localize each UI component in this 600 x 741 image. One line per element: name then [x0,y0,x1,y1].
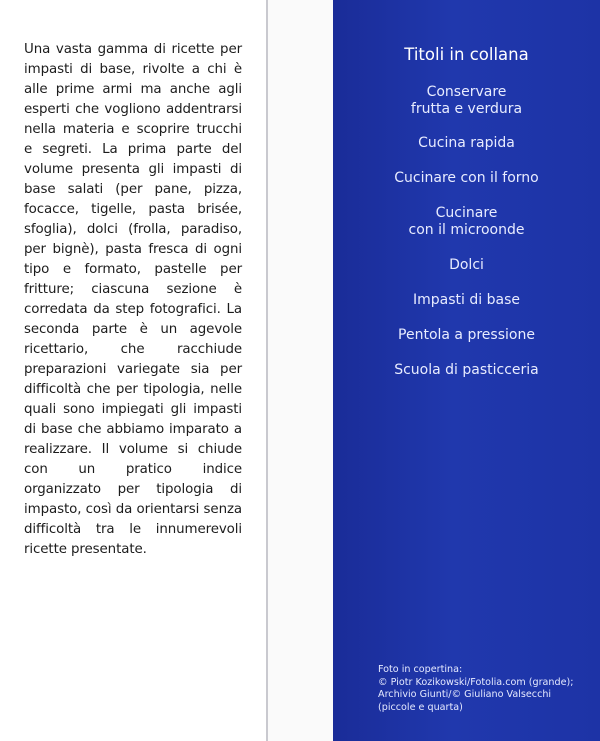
series-item-cucina-rapida: Cucina rapida [418,135,515,151]
credits-line: Archivio Giunti/© Giuliano Valsecchi [378,689,552,701]
series-item-dolci: Dolci [449,257,484,273]
book-blurb: Una vasta gamma di ricette per impasti di base, rivolte a chi è alle prime armi ma anche agli esperti che vogliono addentrarsi nella materia e scoprire trucchi e segreti. La prima parte del volume presenta gli impasti di base salati (per pane, pizza, focacce, tigelle, pasta brisée, sfoglia), dolci (frolla, paradiso, per bignè), pasta fresca di ogni tipo e formato, pastelle per fritture; ciascuna sezione è corredata da step fotografici. La seconda parte è un agevole ricettario, che racchiude preparazioni variegate sia per difficoltà che per tipologia, nelle quali sono impiegati gli impasti di base che abbiamo imparato a realizzare. Il volume si chiude con un pratico indice organizzato per tipologia di impasto, così da orientarsi senza difficoltà tra le innumerevoli ricette presentate. [24,42,242,557]
credits-line: Foto in copertina: [378,664,463,675]
series-item-impasti-di-base: Impasti di base [413,292,520,308]
series-title: Titoli in collana [404,45,529,64]
series-list [333,84,600,397]
blue-cover-panel [333,0,600,741]
series-item-pentola-pressione: Pentola a pressione [398,327,535,343]
cover-margin-strip [268,0,333,741]
credits-line: (piccole e quarta) [378,701,463,713]
series-item-cucinare-microonde: Cucinare con il microonde [408,205,525,238]
credits-line: © Piotr Kozikowski/Fotolia.com (grande); [378,676,574,688]
series-item-scuola-pasticceria: Scuola di pasticceria [394,362,539,378]
series-item-conservare: Conservare frutta e verdura [410,84,523,117]
series-item-cucinare-forno: Cucinare con il forno [394,170,539,186]
left-flap [0,0,266,741]
photo-credits [378,664,588,714]
